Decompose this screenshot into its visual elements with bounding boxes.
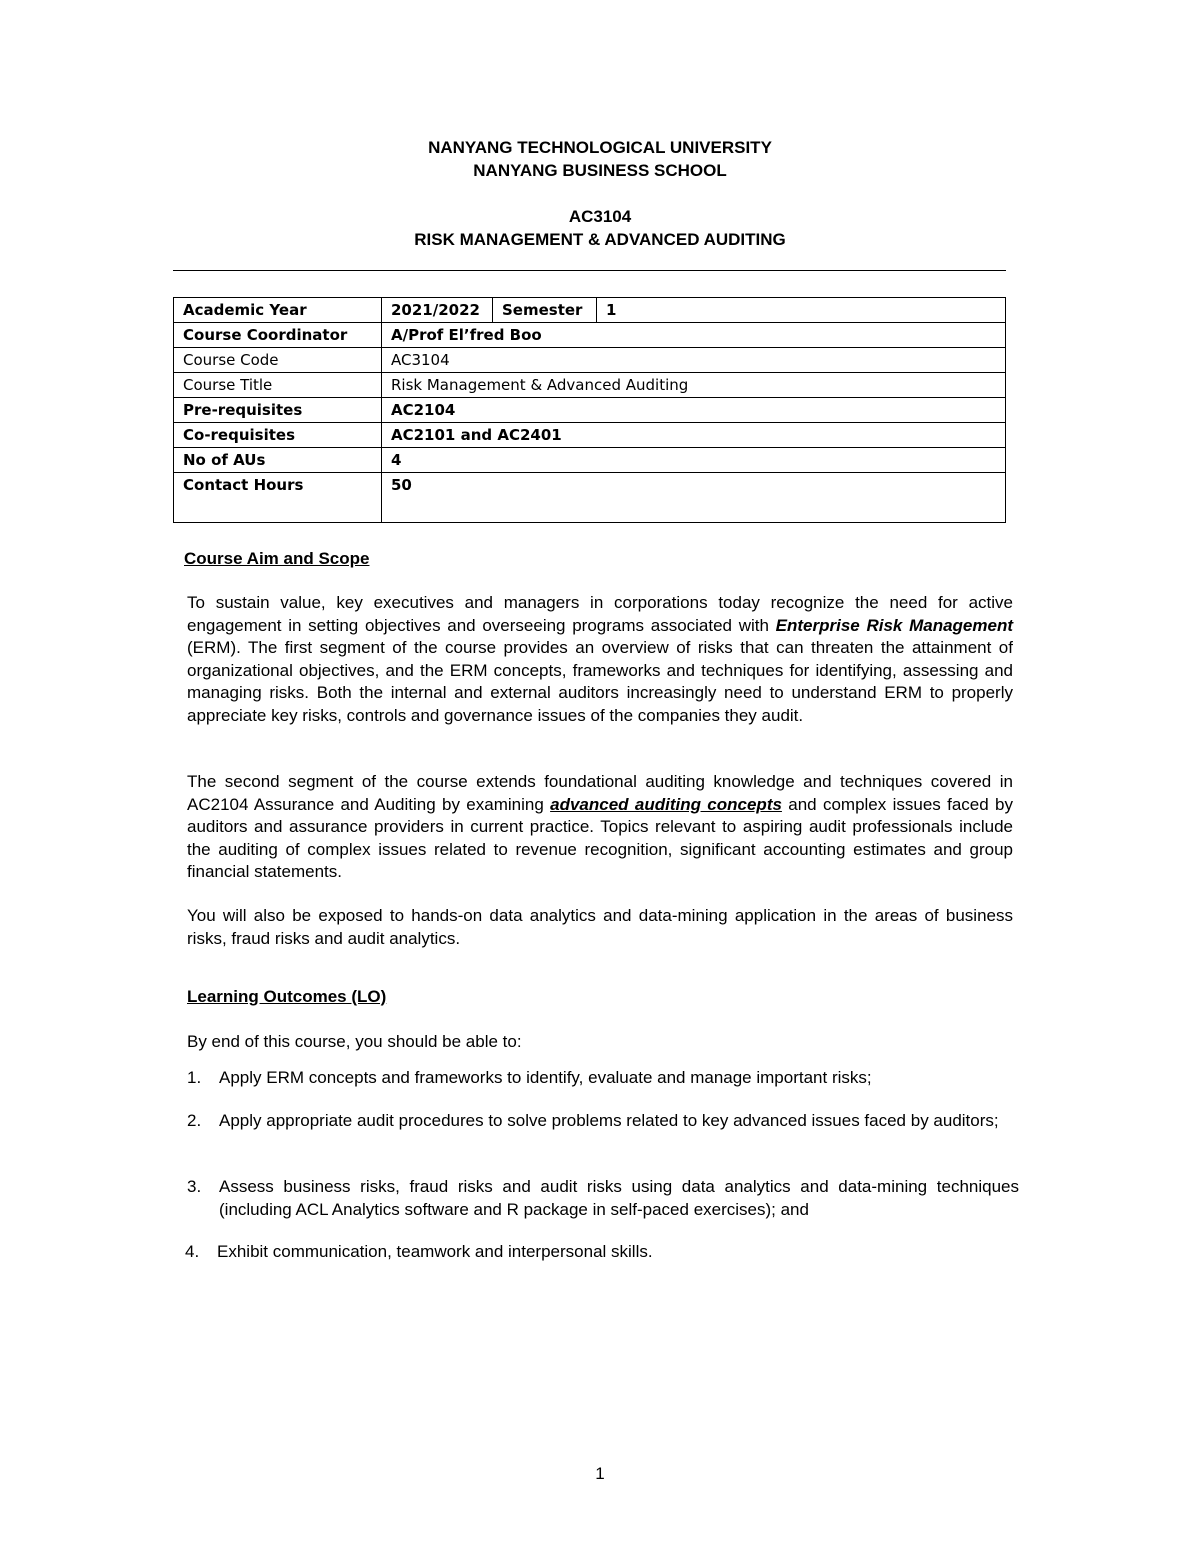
list-item-number: 2. [187,1111,202,1130]
row-value: Risk Management & Advanced Auditing [382,373,1006,398]
academic-year-label: Academic Year [174,298,382,323]
row-value: 4 [382,448,1006,473]
page-number: 1 [595,1464,605,1483]
semester-value: 1 [597,298,1006,323]
school-name: NANYANG BUSINESS SCHOOL [473,161,727,180]
aim-paragraph-1 [187,592,1013,727]
outcomes-section-title: Learning Outcomes (LO) [187,987,387,1006]
aim-p2-text-b: and complex issues faced by auditors and assurance providers in current practice. Topics relevant to aspiring audit professionals include the auditing of complex issues related to revenue recognition, significant accounting estimates and group financial statements. [187,794,1013,881]
row-value: AC2104 [382,398,1006,423]
row-value: AC2101 and AC2401 [382,423,1006,448]
row-label: No of AUs [174,448,382,473]
university-name: NANYANG TECHNOLOGICAL UNIVERSITY [428,138,772,157]
row-label: Course Coordinator [174,323,382,348]
list-item-text: Exhibit communication, teamwork and interpersonal skills. [217,1242,653,1261]
aim-p1-text-a: To sustain value, key executives and managers in corporations today recognize the need for active engagement in setting objectives and overseeing programs associated with [187,593,1013,635]
outcomes-intro: By end of this course, you should be able to: [187,1032,522,1051]
table-row [174,323,1006,348]
table-row [174,423,1006,448]
header-divider [173,270,1006,271]
aim-paragraph-2 [187,771,1013,884]
list-item-number: 4. [185,1242,200,1261]
aim-p2-text-a: The second segment of the course extends foundational auditing knowledge and techniques covered in AC2104 Assurance and Auditing by examining [187,772,1013,814]
academic-year-value: 2021/2022 [382,298,493,323]
list-item-number: 3. [187,1177,202,1196]
aim-p2-emphasis: advanced auditing concepts [550,794,782,814]
row-label: Contact Hours [174,473,382,523]
aim-section-title: Course Aim and Scope [184,549,370,568]
table-row [174,398,1006,423]
table-row [174,298,1006,323]
list-item-text: Assess business risks, fraud risks and audit risks using data analytics and data-mining techniques (including ACL Analytics software and R package in self-paced exercises); and [219,1177,1019,1219]
table-row [174,448,1006,473]
list-item-number: 1. [187,1068,202,1087]
list-item-text: Apply ERM concepts and frameworks to identify, evaluate and manage important risks; [219,1068,872,1087]
table-row [174,348,1006,373]
document-header [0,136,1200,251]
row-value: 50 [382,473,1006,523]
row-label: Course Title [174,373,382,398]
aim-p1-emphasis: Enterprise Risk Management [775,615,1013,635]
row-value: AC3104 [382,348,1006,373]
course-code-heading: AC3104 [568,207,632,226]
course-info-table [173,297,1006,523]
table-row [174,373,1006,398]
semester-label: Semester [493,298,597,323]
table-row [174,473,1006,523]
aim-paragraph-3 [187,905,1013,950]
list-item-text: Apply appropriate audit procedures to solve problems related to key advanced issues faced by auditors; [219,1111,999,1130]
row-label: Pre-requisites [174,398,382,423]
row-value: A/Prof El’fred Boo [382,323,1006,348]
row-label: Co-requisites [174,423,382,448]
row-label: Course Code [174,348,382,373]
aim-p1-text-b: (ERM). The first segment of the course provides an overview of risks that can threaten the attainment of organizational objectives, and the ERM concepts, frameworks and techniques for identifying, assessing and managing risks. Both the internal and external auditors increasingly need to understand ERM to properly appreciate key risks, controls and governance issues of the companies they audit. [187,638,1013,725]
course-title-heading: RISK MANAGEMENT & ADVANCED AUDITING [414,230,786,249]
aim-p3-text: You will also be exposed to hands-on data analytics and data-mining application in the areas of business risks, fraud risks and audit analytics. [187,906,1013,948]
